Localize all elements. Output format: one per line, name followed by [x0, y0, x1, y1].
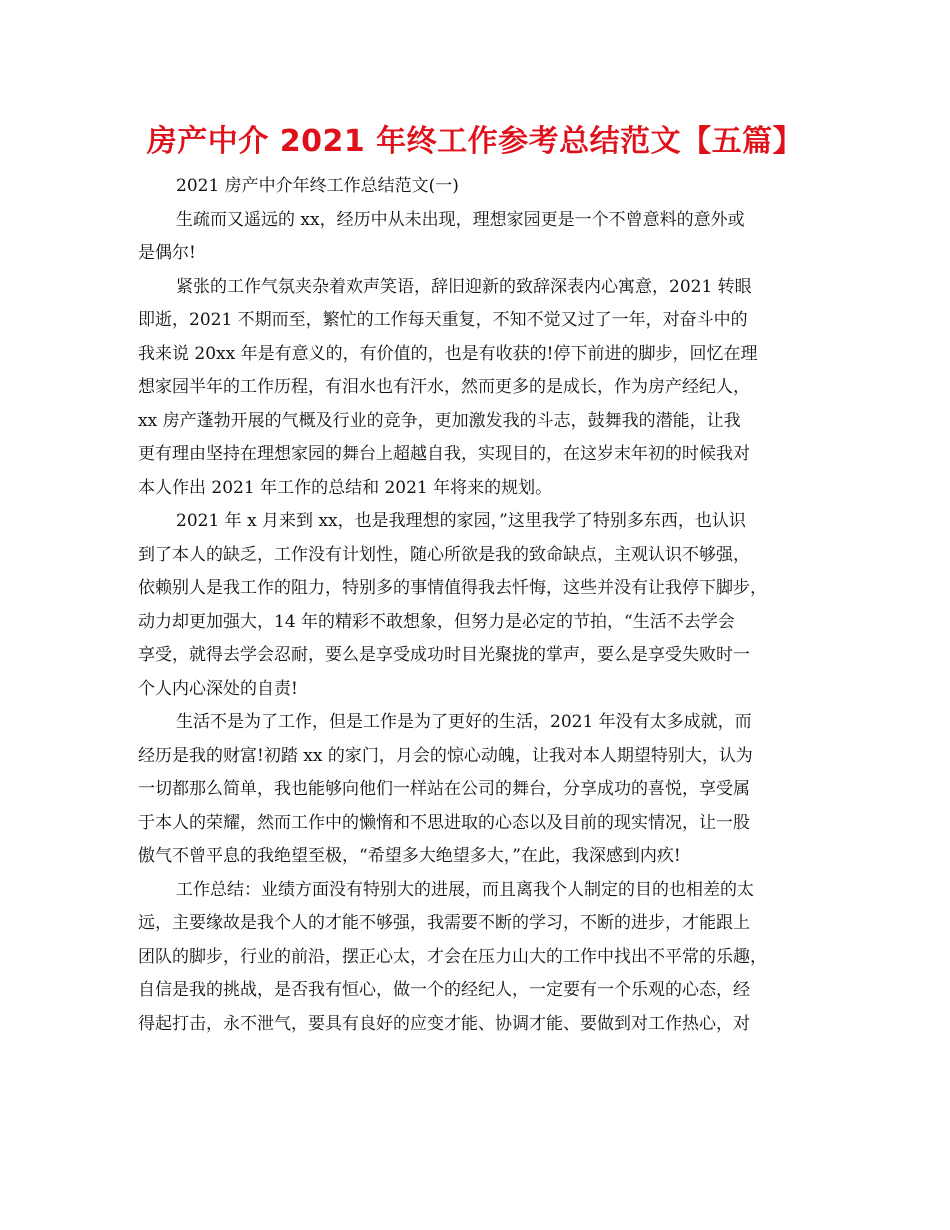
text-line: 远，主要缘故是我个人的才能不够强，我需要不断的学习，不断的进步，才能跟上 — [138, 913, 750, 933]
text-line: 生疏而又遥远的 xx，经历中从未出现，理想家园更是一个不曾意料的意外或 — [176, 209, 745, 230]
text-line: 生活不是为了工作，但是工作是为了更好的生活，2021 年没有太多成就，而 — [176, 712, 752, 732]
text-line: 工作总结：业绩方面没有特别大的进展，而且离我个人制定的目的也相差的太 — [176, 879, 754, 900]
text-line: 更有理由坚持在理想家园的舞台上超越自我，实现目的，在这岁末年初的时候我对 — [138, 444, 750, 464]
text-line: 到了本人的缺乏，工作没有计划性，随心所欲是我的致命缺点，主观认识不够强， — [138, 544, 750, 565]
text-line: 紧张的工作气氛夹杂着欢声笑语，辞旧迎新的致辞深表内心寓意，2021 转眼 — [176, 276, 752, 297]
text-line: 得起打击，永不泄气，要具有良好的应变才能、协调才能、要做到对工作热心，对 — [138, 1013, 750, 1034]
text-line: 动力却更加强大，14 年的精彩不敢想象，但努力是必定的节拍，“生活不去学会 — [138, 611, 735, 632]
text-line: 本人作出 2021 年工作的总结和 2021 年将来的规划。 — [138, 477, 553, 498]
text-line: 自信是我的挑战，是否我有恒心，做一个的经纪人，一定要有一个乐观的心态，经 — [138, 980, 750, 1000]
text-line: 个人内心深处的自责! — [138, 678, 298, 699]
text-line: xx 房产蓬勃开展的气概及行业的竞争，更加激发我的斗志，鼓舞我的潜能，让我 — [138, 410, 741, 431]
text-line: 即逝，2021 不期而至，繁忙的工作每天重复，不知不觉又过了一年，对奋斗中的 — [138, 310, 748, 330]
document-title: 房产中介 2021 年终工作参考总结范文【五篇】 — [146, 124, 804, 159]
text-line: 是偶尔! — [138, 243, 196, 263]
text-line: 一切都那么简单，我也能够向他们一样站在公司的舞台，分享成功的喜悦，享受属 — [138, 779, 750, 799]
document-body — [138, 170, 818, 1041]
text-line: 经历是我的财富!初踏 xx 的家门，月会的惊心动魄，让我对本人期望特别大，认为 — [138, 745, 753, 766]
text-line: 于本人的荣耀，然而工作中的懒惰和不思进取的心态以及目前的现实情况，让一股 — [138, 812, 750, 833]
text-line: 2021 房产中介年终工作总结范文(一) — [176, 176, 459, 196]
text-line: 我来说 20xx 年是有意义的，有价值的，也是有收获的!停下前进的脚步，回忆在理 — [138, 343, 758, 364]
text-line: 想家园半年的工作历程，有泪水也有汗水，然而更多的是成长，作为房产经纪人， — [138, 377, 750, 397]
text-line: 2021 年 x 月来到 xx，也是我理想的家园，”这里我学了特别多东西，也认识 — [176, 511, 746, 531]
text-line: 团队的脚步，行业的前沿，摆正心太，才会在压力山大的工作中找出不平常的乐趣， — [138, 946, 767, 967]
text-line: 享受，就得去学会忍耐，要么是享受成功时目光聚拢的掌声，要么是享受失败时一 — [138, 645, 750, 665]
text-line: 傲气不曾平息的我绝望至极，“希望多大绝望多大，”在此，我深感到内疚! — [138, 846, 681, 866]
text-line: 依赖别人是我工作的阻力，特别多的事情值得我去忏悔，这些并没有让我停下脚步， — [138, 578, 767, 598]
